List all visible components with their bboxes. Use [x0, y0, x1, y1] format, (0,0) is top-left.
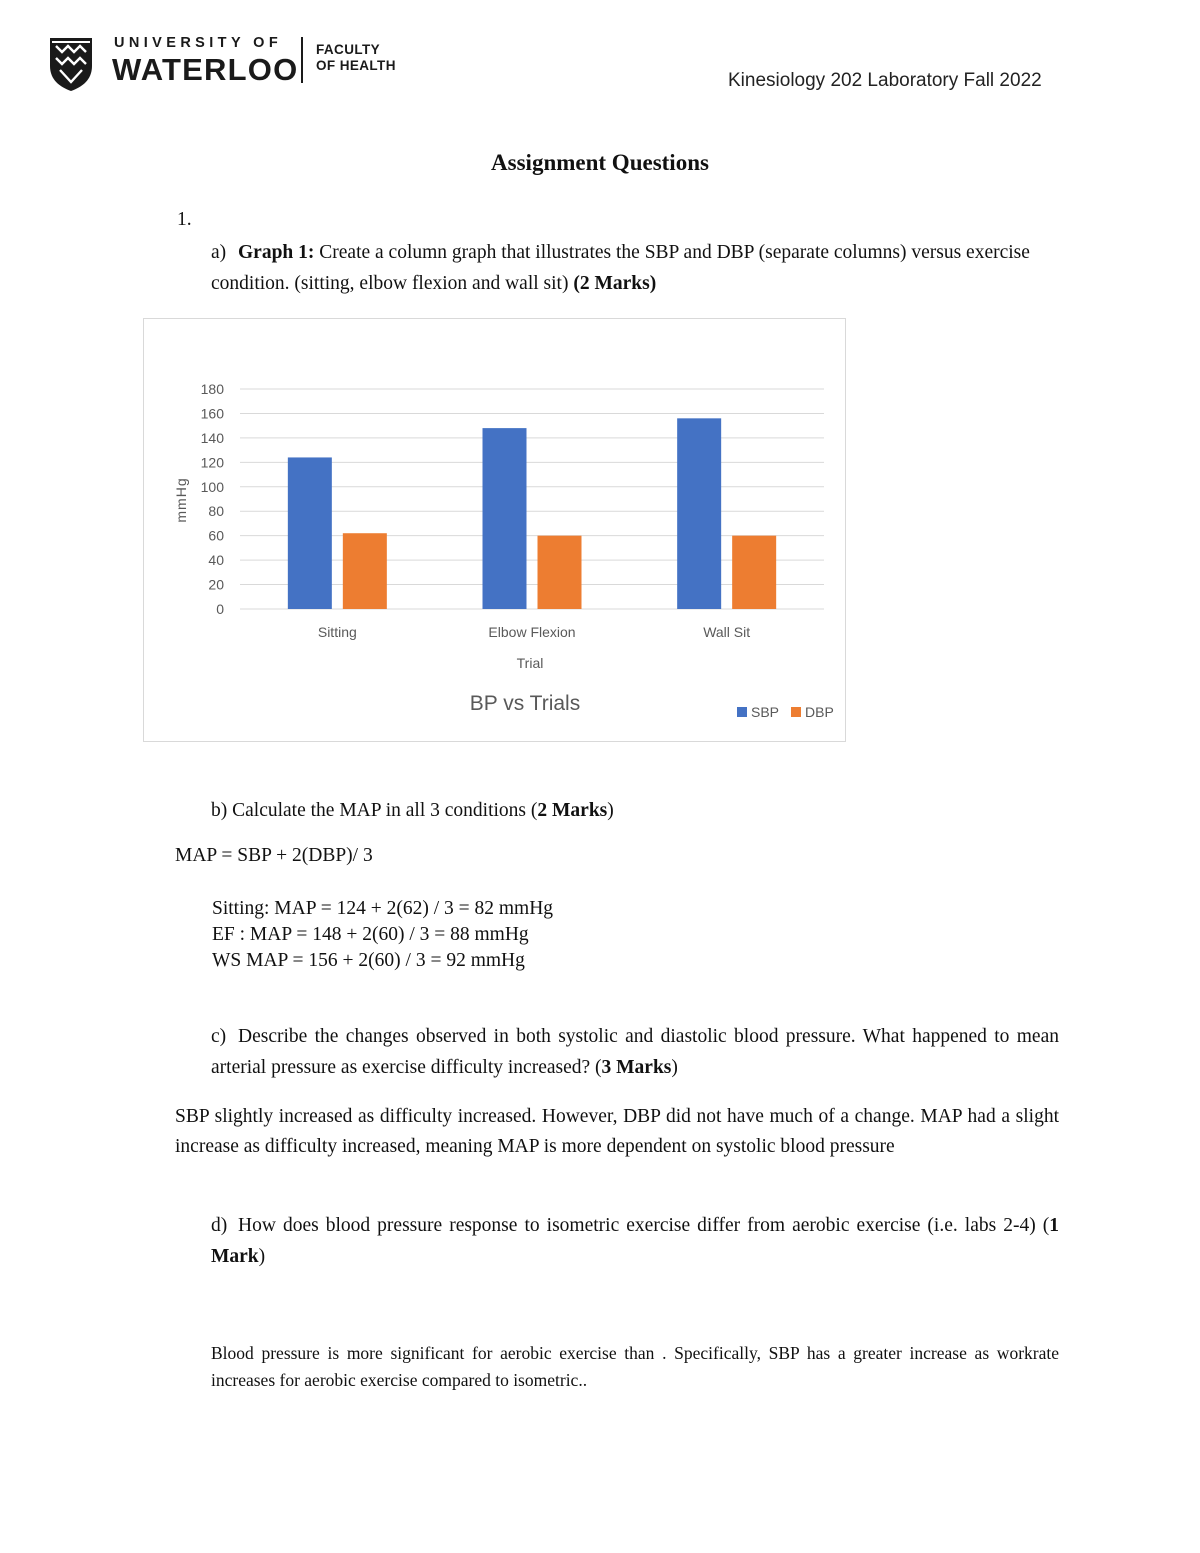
- question-c-suffix: ): [671, 1057, 678, 1078]
- university-logo: [48, 34, 408, 96]
- legend-swatch-dbp: [791, 707, 801, 717]
- bar-sbp-elbow-flexion: [483, 428, 527, 609]
- question-a: [211, 237, 1061, 299]
- x-tick-label: Sitting: [317, 624, 357, 640]
- question-a-label: a): [211, 242, 227, 263]
- bar-sbp-sitting: [288, 457, 332, 609]
- faculty-name: [316, 42, 396, 74]
- y-tick-label: 80: [208, 503, 224, 520]
- y-tick-label: 60: [208, 527, 224, 544]
- question-b-marks: 2 Marks: [537, 800, 608, 821]
- answer-c: SBP slightly increased as difficulty increased. However, DBP did not have much of a change. MAP had a slight increase as difficulty increased, meaning MAP is more dependent on systolic blood pressure: [175, 1106, 1059, 1157]
- question-number: 1.: [177, 209, 192, 230]
- bp-chart-svg: [144, 319, 845, 741]
- question-d-suffix: ): [258, 1246, 266, 1267]
- y-tick-label: 20: [208, 576, 224, 593]
- bar-sbp-wall-sit: [677, 418, 721, 609]
- bar-dbp-wall-sit: [732, 536, 776, 609]
- logo-divider: [301, 37, 303, 83]
- chart-title: BP vs Trials: [469, 692, 581, 715]
- question-d-label: d): [211, 1215, 228, 1236]
- question-d-text: How does blood pressure response to isometric exercise differ from aerobic exercise (i.e. labs 2-4) (: [238, 1215, 1050, 1236]
- question-b-suffix: ): [607, 800, 614, 821]
- y-tick-label: 40: [208, 552, 224, 569]
- faculty-line-2: OF HEALTH: [316, 58, 396, 73]
- bar-dbp-elbow-flexion: [538, 536, 582, 609]
- y-tick-label: 180: [200, 381, 224, 397]
- bp-chart: [143, 318, 846, 742]
- calc-elbow-flexion: EF : MAP = 148 + 2(60) / 3 = 88 mmHg: [212, 924, 529, 945]
- x-axis-title: Trial: [516, 655, 544, 671]
- faculty-line-1: FACULTY: [316, 42, 381, 57]
- y-tick-label: 100: [200, 478, 224, 495]
- question-b-text: b) Calculate the MAP in all 3 conditions (: [211, 800, 538, 821]
- legend-swatch-sbp: [737, 707, 747, 717]
- course-header: Kinesiology 202 Laboratory Fall 2022: [728, 70, 1042, 91]
- question-c: [211, 1021, 1059, 1083]
- question-d-marks: 1 Mark: [211, 1215, 1059, 1267]
- question-d: [211, 1210, 1059, 1272]
- university-name-top: UNIVERSITY OF: [114, 35, 283, 51]
- question-c-marks: 3 Marks: [601, 1057, 672, 1078]
- legend-label-sbp: SBP: [751, 704, 780, 720]
- map-formula: MAP = SBP + 2(DBP)/ 3: [175, 845, 373, 866]
- y-tick-label: 0: [216, 601, 224, 617]
- bar-dbp-sitting: [343, 533, 387, 609]
- shield-crest-icon: [48, 36, 94, 92]
- y-tick-label: 120: [200, 454, 224, 471]
- y-axis-title: mmHg: [173, 477, 189, 523]
- question-a-text: Create a column graph that illustrates the SBP and DBP (separate columns) versus exercise condition. (sitting, elbow flexion and wall sit): [211, 242, 1030, 294]
- answer-d: Blood pressure is more significant for aerobic exercise than . Specifically, SBP has a greater increase as workrate increases for aerobic exercise compared to isometric..: [211, 1343, 1059, 1390]
- university-name-main: WATERLOO: [112, 52, 299, 87]
- y-tick-label: 160: [200, 405, 224, 422]
- map-calculations: [212, 896, 553, 974]
- question-c-label: c): [211, 1026, 227, 1047]
- legend-label-dbp: DBP: [805, 704, 834, 720]
- question-b: [211, 795, 614, 826]
- calc-sitting: Sitting: MAP = 124 + 2(62) / 3 = 82 mmHg: [212, 898, 554, 919]
- y-tick-label: 140: [200, 429, 224, 446]
- page-title: Assignment Questions: [491, 150, 709, 175]
- question-a-lead: Graph 1:: [238, 242, 315, 263]
- x-tick-label: Wall Sit: [703, 624, 751, 640]
- question-a-marks: (2 Marks): [573, 273, 657, 294]
- x-tick-label: Elbow Flexion: [488, 624, 576, 640]
- calc-wall-sit: WS MAP = 156 + 2(60) / 3 = 92 mmHg: [212, 950, 525, 971]
- question-c-text: Describe the changes observed in both systolic and diastolic blood pressure. What happened to mean arterial pressure as exercise difficulty increased? (: [211, 1026, 1059, 1078]
